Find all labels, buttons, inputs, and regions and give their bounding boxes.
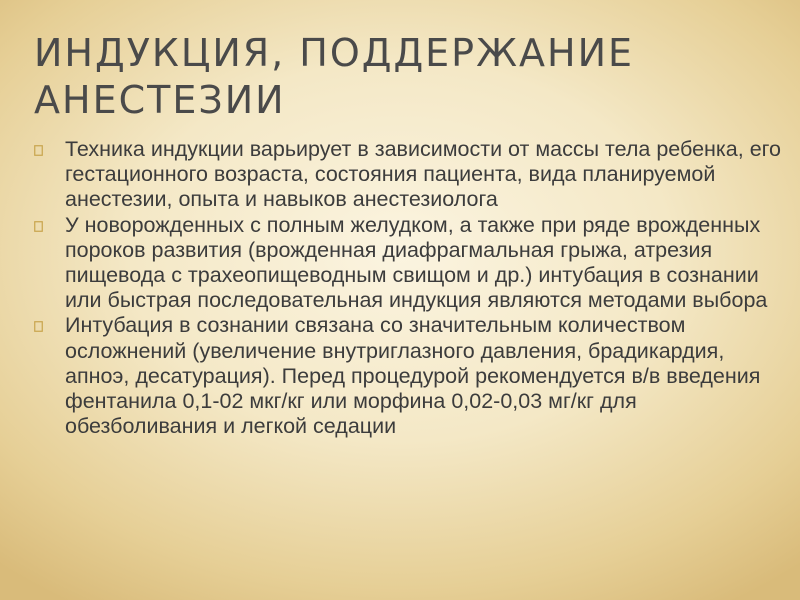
bullet-text: Техника индукции варьирует в зависимости от массы тела ребенка, его гестационного возраста, состояния пациента, вида планируемой анестезии, опыта и навыков анестезиолога (65, 137, 781, 212)
bullet-item (34, 137, 786, 213)
bullet-item (34, 213, 786, 314)
bullet-text: У новорожденных с полным желудком, а также при ряде врожденных пороков развития (врожденная диафрагмальная грыжа, атрезия пищевода с трахеопищеводным свищом и др.) интубация в сознании или быстрая последовательная индукция являются методами выбора (65, 212, 768, 313)
hollow-square-bullet-icon (34, 313, 48, 338)
bullet-item (34, 313, 786, 439)
bullet-list (34, 137, 786, 439)
slide-title: ИНДУКЦИЯ, ПОДДЕРЖАНИЕ АНЕСТЕЗИИ (34, 31, 635, 122)
bullet-text: Интубация в сознании связана со значительным количеством осложнений (увеличение внутриглазного давления, брадикардия, апноэ, десатурация). Перед процедурой рекомендуется в/в введения фентанила 0,1-02 мкг/кг или морфина 0,02-0,03 мг/кг для обезболивания и легкой седации (65, 313, 761, 439)
hollow-square-bullet-icon (34, 137, 48, 162)
hollow-square-bullet-icon (34, 213, 48, 238)
